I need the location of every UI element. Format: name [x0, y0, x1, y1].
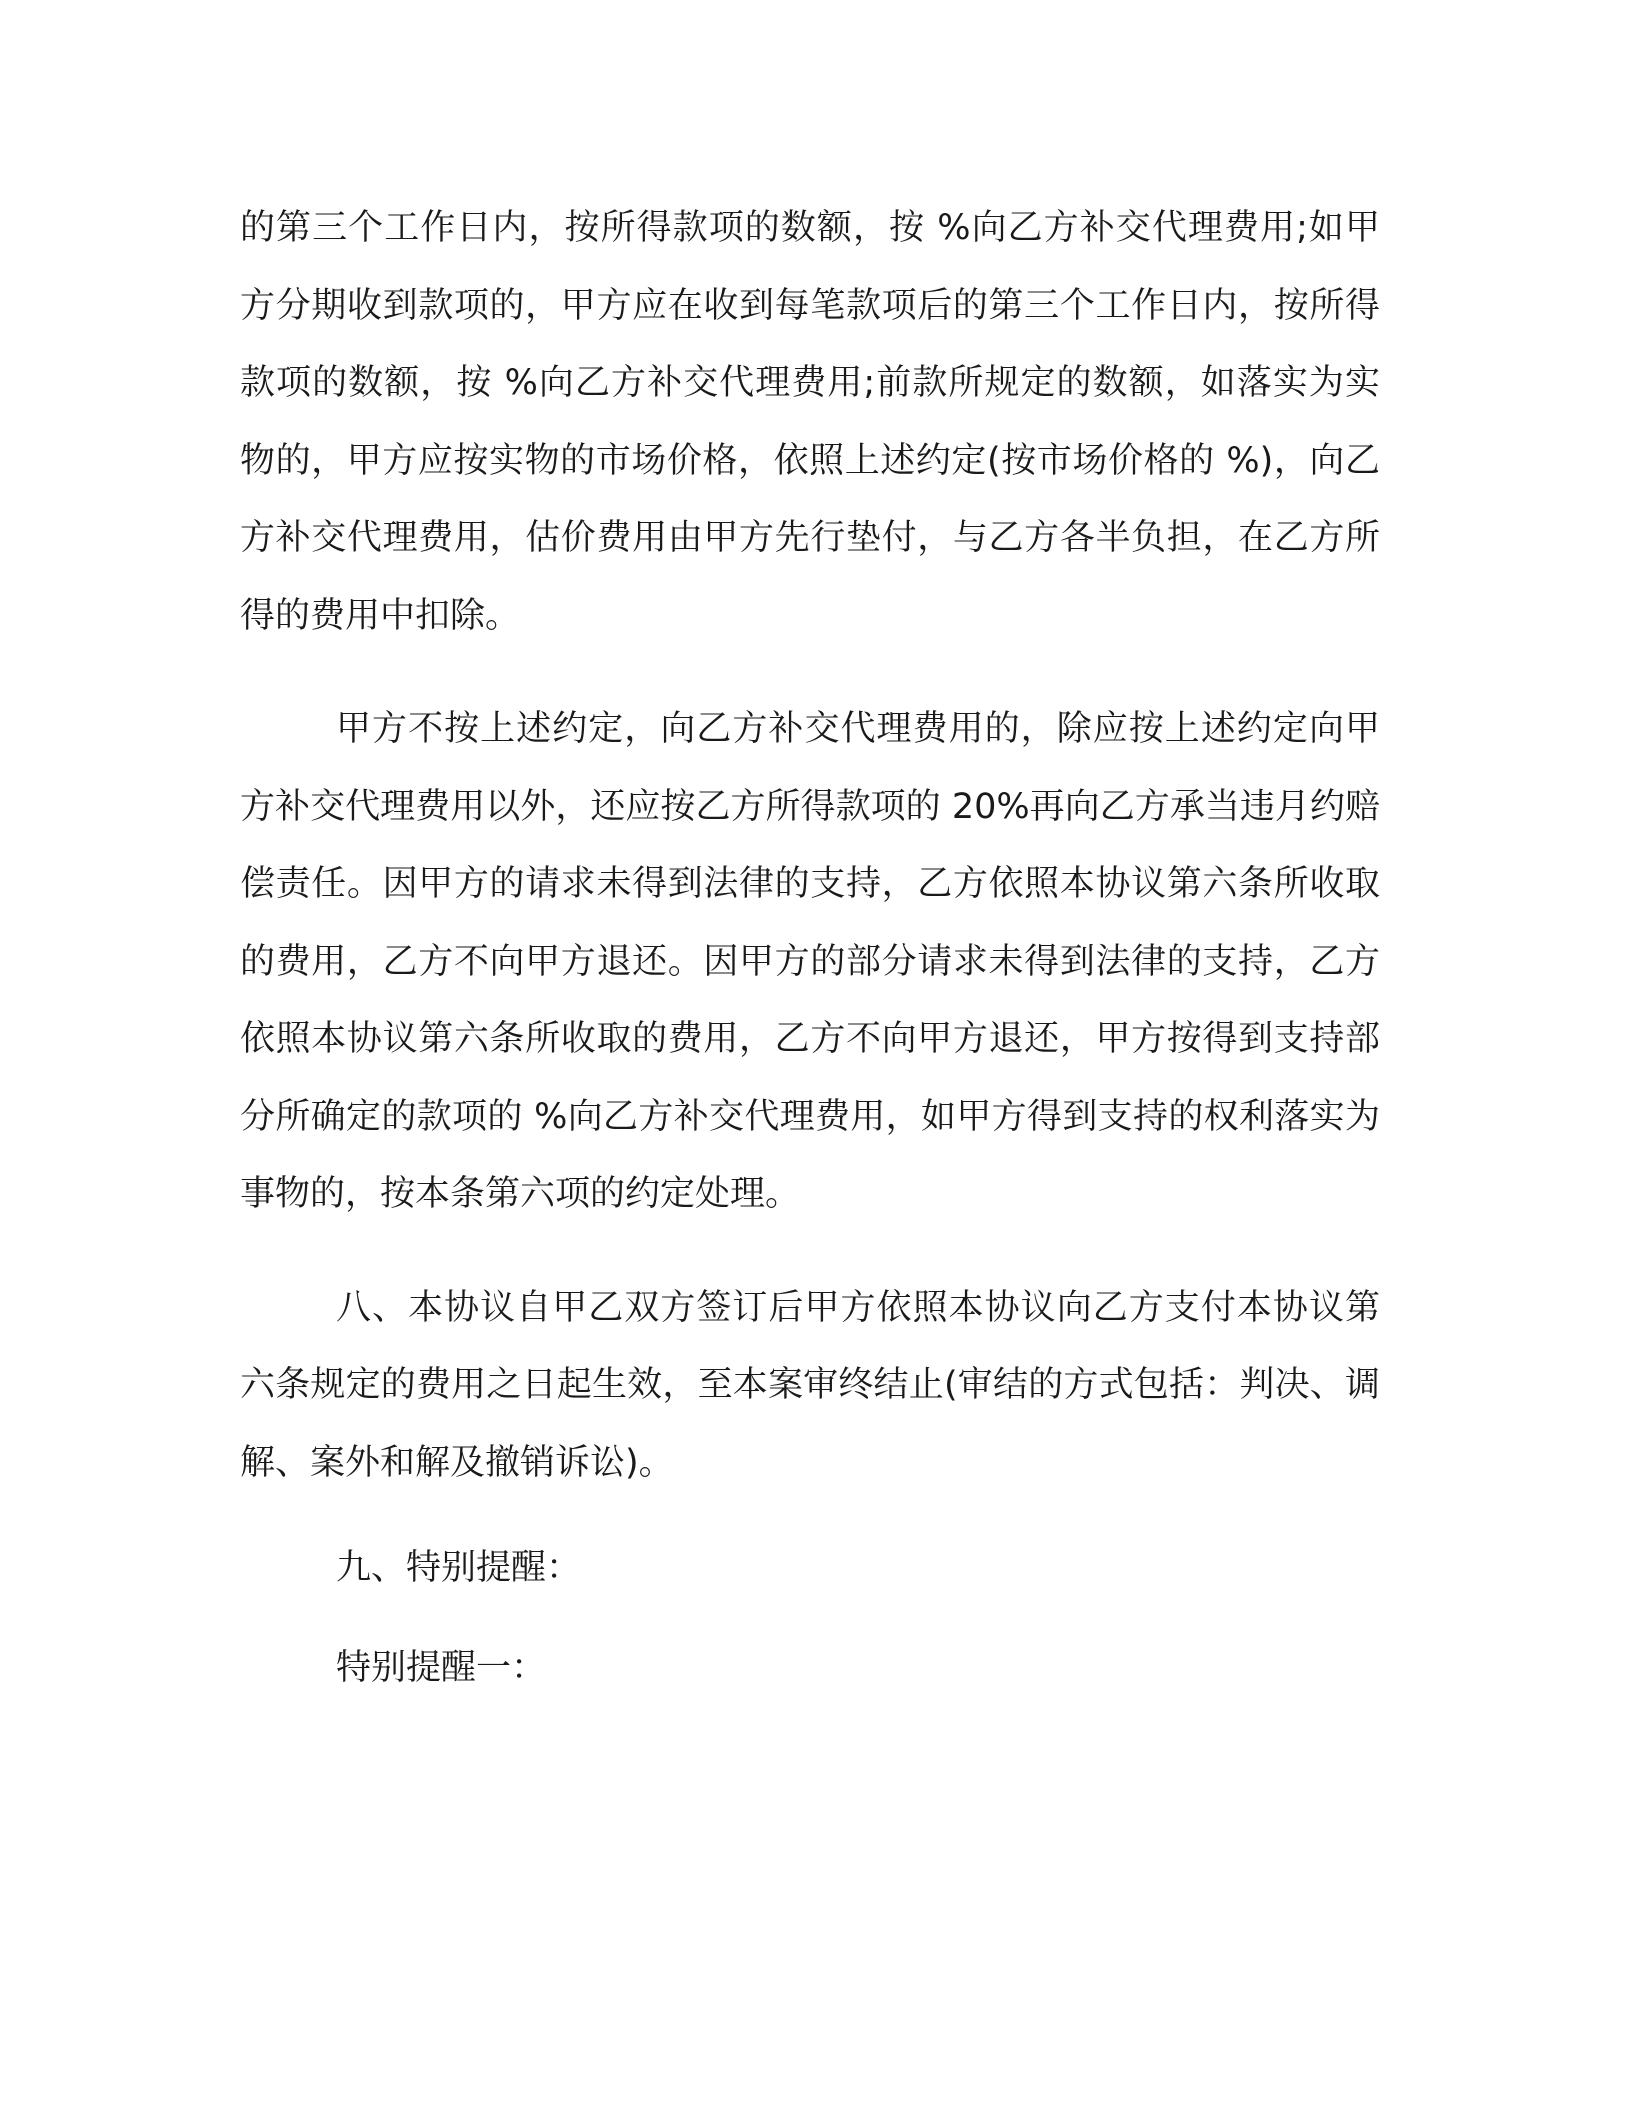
special-reminder-one-heading: 特别提醒一： — [336, 1647, 547, 1688]
paragraph-breach-liability: 甲方不按上述约定，向乙方补交代理费用的，除应按上述约定向甲方补交代理费用以外，还应按乙方所得款项的 20%再向乙方承当违月约赔偿责任。因甲方的请求未得到法律的支持，乙方依照本协议第六条所收取的费用，乙方不向甲方退还。因甲方的部分请求未得到法律的支持，乙方依照本协议第六条所收取的费用，乙方不向甲方退还，甲方按得到支持部分所确定的款项的 %向乙方补交代理费用，如甲方得到支持的权利落实为事物的，按本条第六项的约定处理。 — [240, 709, 1380, 1214]
document-body — [240, 190, 1380, 1707]
clause-eight-effectiveness: 八、本协议自甲乙双方签订后甲方依照本协议向乙方支付本协议第六条规定的费用之日起生效，至本案审终结止(审结的方式包括：判决、调解、案外和解及撤销诉讼)。 — [240, 1287, 1380, 1483]
clause-nine-heading: 九、特别提醒： — [336, 1548, 582, 1588]
paragraph-fee-payment-continued: 的第三个工作日内，按所得款项的数额，按 %向乙方补交代理费用;如甲方分期收到款项的，甲方应在收到每笔款项后的第三个工作日内，按所得款项的数额，按 %向乙方补交代理费用;前款所规定的数额，如落实为实物的，甲方应按实物的市场价格，依照上述约定(按市场价格的 %)，向乙方补交代理费用，估价费用由甲方先行垫付，与乙方各半负担，在乙方所得的费用中扣除。 — [240, 208, 1380, 636]
